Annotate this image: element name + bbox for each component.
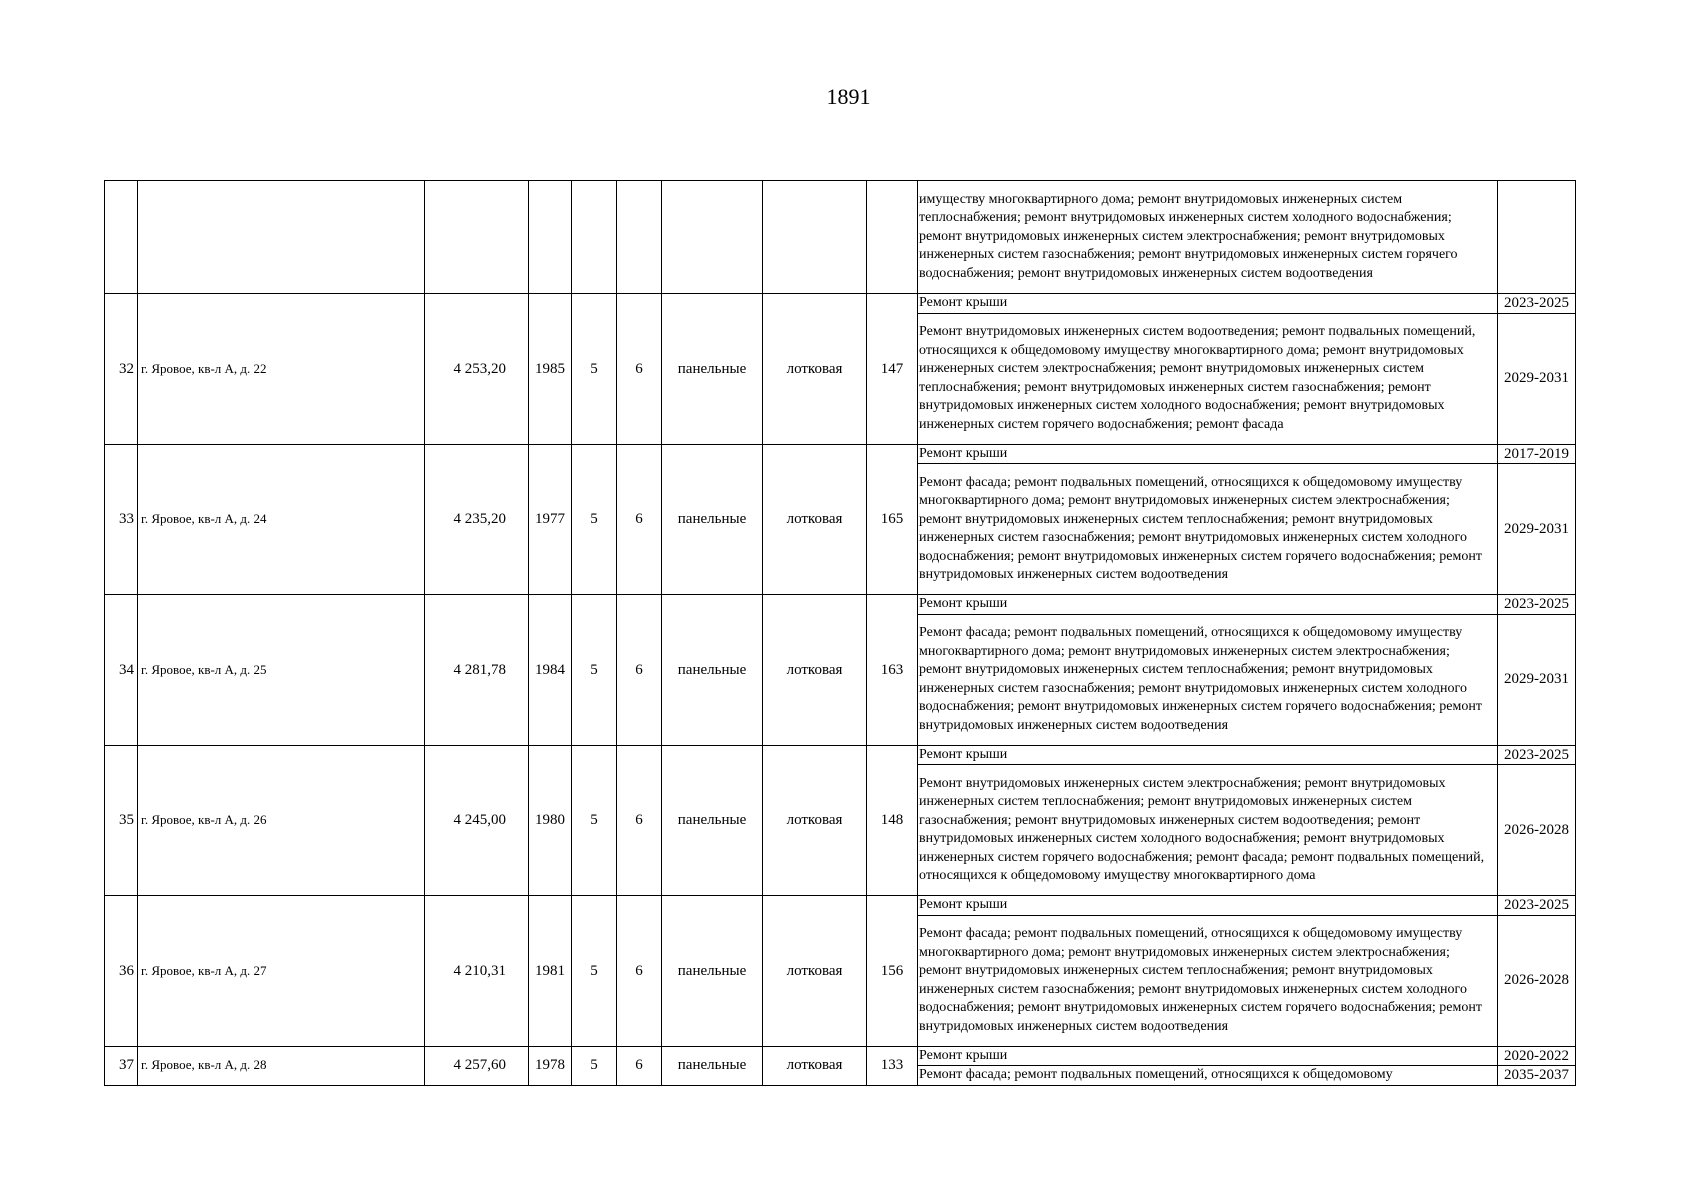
wall-material: панельные <box>662 444 763 595</box>
roof-type: лотковая <box>763 745 867 896</box>
address: г. Яровое, кв-л А, д. 22 <box>138 294 425 445</box>
capital-repair-table <box>104 180 1576 1086</box>
building-row <box>105 444 1576 464</box>
work-description: Ремонт крыши <box>918 294 1498 314</box>
entrance-count: 6 <box>617 745 662 896</box>
work-description: Ремонт крыши <box>918 444 1498 464</box>
walls-cell <box>662 181 763 294</box>
building-row <box>105 1046 1576 1066</box>
work-description: Ремонт крыши <box>918 896 1498 916</box>
year-built: 1981 <box>529 896 572 1047</box>
floor-count: 5 <box>572 595 617 746</box>
floors-cell <box>572 181 617 294</box>
residents-count: 147 <box>867 294 918 445</box>
page-number: 1891 <box>826 84 871 109</box>
floor-count: 5 <box>572 745 617 896</box>
wall-material: панельные <box>662 595 763 746</box>
residents-count: 133 <box>867 1046 918 1085</box>
address: г. Яровое, кв-л А, д. 28 <box>138 1046 425 1085</box>
residents-cell <box>867 181 918 294</box>
work-description: Ремонт крыши <box>918 1046 1498 1066</box>
entrance-count: 6 <box>617 444 662 595</box>
row-number: 34 <box>105 595 138 746</box>
work-period: 2023-2025 <box>1498 896 1576 916</box>
roof-type: лотковая <box>763 1046 867 1085</box>
wall-material: панельные <box>662 294 763 445</box>
address: г. Яровое, кв-л А, д. 27 <box>138 896 425 1047</box>
row-number: 36 <box>105 896 138 1047</box>
roof-type: лотковая <box>763 595 867 746</box>
area-cell <box>425 181 529 294</box>
work-period: 2029-2031 <box>1498 313 1576 444</box>
entrance-count: 6 <box>617 1046 662 1085</box>
year-cell <box>529 181 572 294</box>
residents-count: 163 <box>867 595 918 746</box>
work-period: 2035-2037 <box>1498 1066 1576 1086</box>
work-period: 2029-2031 <box>1498 464 1576 595</box>
wall-material: панельные <box>662 1046 763 1085</box>
row-number: 37 <box>105 1046 138 1085</box>
work-description-cell: имуществу многоквартирного дома; ремонт внутридомовых инженерных систем теплоснабжения; ремонт внутридомовых инженерных систем холодного водоснабжения; ремонт внутридомовых инженерных систем электроснабжения; ремонт внутридомовых инженерных систем газоснабжения; ремонт внутридомовых инженерных систем горячего водоснабжения; ремонт внутридомовых инженерных систем водоотведения <box>918 181 1498 294</box>
total-area: 4 257,60 <box>425 1046 529 1085</box>
entrance-count: 6 <box>617 294 662 445</box>
total-area: 4 281,78 <box>425 595 529 746</box>
year-built: 1984 <box>529 595 572 746</box>
residents-count: 165 <box>867 444 918 595</box>
row-number: 33 <box>105 444 138 595</box>
building-row <box>105 896 1576 916</box>
work-description: Ремонт внутридомовых инженерных систем водоотведения; ремонт подвальных помещений, относящихся к общедомовому имуществу многоквартирного дома; ремонт внутридомовых инженерных систем электроснабжения; ремонт внутридомовых инженерных систем теплоснабжения; ремонт внутридомовых инженерных систем газоснабжения; ремонт внутридомовых инженерных систем холодного водоснабжения; ремонт внутридомовых инженерных систем горячего водоснабжения; ремонт фасада <box>918 313 1498 444</box>
work-description: Ремонт внутридомовых инженерных систем электроснабжения; ремонт внутридомовых инженерных систем теплоснабжения; ремонт внутридомовых инженерных систем газоснабжения; ремонт внутридомовых инженерных систем водоотведения; ремонт внутридомовых инженерных систем холодного водоснабжения; ремонт внутридомовых инженерных систем горячего водоснабжения; ремонт фасада; ремонт подвальных помещений, относящихся к общедомовому имуществу многоквартирного дома <box>918 765 1498 896</box>
roof-cell <box>763 181 867 294</box>
continuation-row <box>105 181 1576 294</box>
floor-count: 5 <box>572 1046 617 1085</box>
year-built: 1980 <box>529 745 572 896</box>
entrance-count: 6 <box>617 896 662 1047</box>
num-cell <box>105 181 138 294</box>
period-cell <box>1498 181 1576 294</box>
floor-count: 5 <box>572 896 617 1047</box>
work-description: Ремонт крыши <box>918 595 1498 615</box>
row-number: 35 <box>105 745 138 896</box>
row-number: 32 <box>105 294 138 445</box>
residents-count: 148 <box>867 745 918 896</box>
total-area: 4 245,00 <box>425 745 529 896</box>
work-description: Ремонт фасада; ремонт подвальных помещений, относящихся к общедомовому имуществу многоквартирного дома; ремонт внутридомовых инженерных систем электроснабжения; ремонт внутридомовых инженерных систем теплоснабжения; ремонт внутридомовых инженерных систем газоснабжения; ремонт внутридомовых инженерных систем холодного водоснабжения; ремонт внутридомовых инженерных систем горячего водоснабжения; ремонт внутридомовых инженерных систем водоотведения <box>918 464 1498 595</box>
year-built: 1978 <box>529 1046 572 1085</box>
year-built: 1977 <box>529 444 572 595</box>
floor-count: 5 <box>572 294 617 445</box>
work-period: 2026-2028 <box>1498 765 1576 896</box>
total-area: 4 253,20 <box>425 294 529 445</box>
building-row <box>105 294 1576 314</box>
work-period: 2026-2028 <box>1498 915 1576 1046</box>
year-built: 1985 <box>529 294 572 445</box>
work-description: Ремонт фасада; ремонт подвальных помещений, относящихся к общедомовому имуществу многоквартирного дома; ремонт внутридомовых инженерных систем электроснабжения; ремонт внутридомовых инженерных систем теплоснабжения; ремонт внутридомовых инженерных систем газоснабжения; ремонт внутридомовых инженерных систем холодного водоснабжения; ремонт внутридомовых инженерных систем горячего водоснабжения; ремонт внутридомовых инженерных систем водоотведения <box>918 614 1498 745</box>
work-description: Ремонт крыши <box>918 745 1498 765</box>
work-period: 2020-2022 <box>1498 1046 1576 1066</box>
total-area: 4 210,31 <box>425 896 529 1047</box>
building-row <box>105 745 1576 765</box>
residents-count: 156 <box>867 896 918 1047</box>
entrance-count: 6 <box>617 595 662 746</box>
entrances-cell <box>617 181 662 294</box>
wall-material: панельные <box>662 896 763 1047</box>
roof-type: лотковая <box>763 444 867 595</box>
address: г. Яровое, кв-л А, д. 26 <box>138 745 425 896</box>
address-cell <box>138 181 425 294</box>
building-row <box>105 595 1576 615</box>
work-period: 2023-2025 <box>1498 595 1576 615</box>
work-period: 2029-2031 <box>1498 614 1576 745</box>
work-period: 2017-2019 <box>1498 444 1576 464</box>
work-description: Ремонт фасада; ремонт подвальных помещений, относящихся к общедомовому <box>918 1066 1498 1086</box>
work-description: Ремонт фасада; ремонт подвальных помещений, относящихся к общедомовому имуществу многоквартирного дома; ремонт внутридомовых инженерных систем электроснабжения; ремонт внутридомовых инженерных систем теплоснабжения; ремонт внутридомовых инженерных систем газоснабжения; ремонт внутридомовых инженерных систем холодного водоснабжения; ремонт внутридомовых инженерных систем горячего водоснабжения; ремонт внутридомовых инженерных систем водоотведения <box>918 915 1498 1046</box>
floor-count: 5 <box>572 444 617 595</box>
work-period: 2023-2025 <box>1498 294 1576 314</box>
roof-type: лотковая <box>763 294 867 445</box>
work-period: 2023-2025 <box>1498 745 1576 765</box>
address: г. Яровое, кв-л А, д. 24 <box>138 444 425 595</box>
address: г. Яровое, кв-л А, д. 25 <box>138 595 425 746</box>
total-area: 4 235,20 <box>425 444 529 595</box>
wall-material: панельные <box>662 745 763 896</box>
roof-type: лотковая <box>763 896 867 1047</box>
